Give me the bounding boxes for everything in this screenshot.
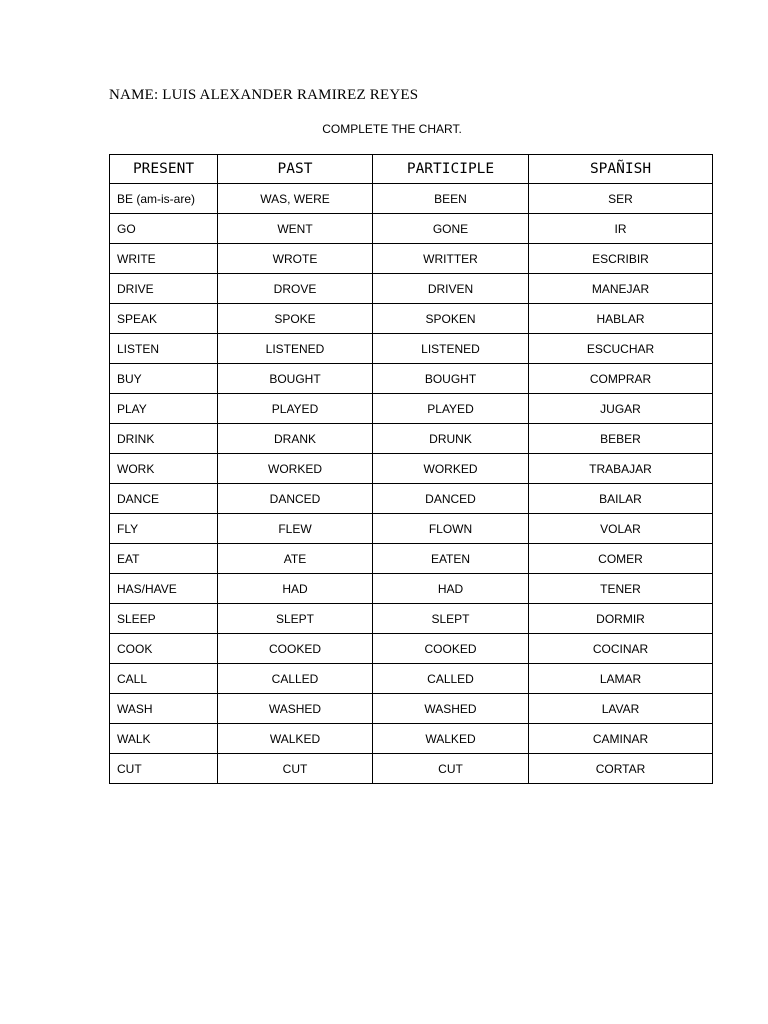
spanish-cell: ESCRIBIR [529, 244, 713, 274]
past-cell: SPOKE [218, 304, 373, 334]
past-cell: FLEW [218, 514, 373, 544]
present-cell: PLAY [110, 394, 218, 424]
spanish-cell: VOLAR [529, 514, 713, 544]
present-cell: SLEEP [110, 604, 218, 634]
verb-chart-body [110, 184, 713, 784]
past-cell: LISTENED [218, 334, 373, 364]
past-cell: SLEPT [218, 604, 373, 634]
participle-cell: HAD [373, 574, 529, 604]
spanish-cell: CAMINAR [529, 724, 713, 754]
present-cell: BUY [110, 364, 218, 394]
present-cell: CUT [110, 754, 218, 784]
table-row [110, 394, 713, 424]
spanish-cell: ESCUCHAR [529, 334, 713, 364]
past-cell: WASHED [218, 694, 373, 724]
table-row [110, 184, 713, 214]
participle-cell: WRITTER [373, 244, 529, 274]
past-cell: WORKED [218, 454, 373, 484]
past-cell: CALLED [218, 664, 373, 694]
participle-cell: WALKED [373, 724, 529, 754]
present-cell: WALK [110, 724, 218, 754]
participle-cell: COOKED [373, 634, 529, 664]
participle-cell: LISTENED [373, 334, 529, 364]
spanish-cell: COCINAR [529, 634, 713, 664]
spanish-cell: CORTAR [529, 754, 713, 784]
spanish-cell: DORMIR [529, 604, 713, 634]
present-cell: DRIVE [110, 274, 218, 304]
table-row [110, 634, 713, 664]
spanish-cell: COMER [529, 544, 713, 574]
verb-chart [109, 154, 713, 784]
table-row [110, 424, 713, 454]
past-cell: WALKED [218, 724, 373, 754]
spanish-cell: IR [529, 214, 713, 244]
table-row [110, 274, 713, 304]
participle-cell: CUT [373, 754, 529, 784]
table-row [110, 664, 713, 694]
participle-cell: EATEN [373, 544, 529, 574]
table-row [110, 724, 713, 754]
participle-cell: DANCED [373, 484, 529, 514]
present-cell: LISTEN [110, 334, 218, 364]
present-cell: WASH [110, 694, 218, 724]
present-cell: HAS/HAVE [110, 574, 218, 604]
instruction-text: COMPLETE THE CHART. [322, 122, 462, 136]
participle-cell: SPOKEN [373, 304, 529, 334]
spanish-cell: LAMAR [529, 664, 713, 694]
spanish-cell: LAVAR [529, 694, 713, 724]
past-cell: ATE [218, 544, 373, 574]
participle-cell: SLEPT [373, 604, 529, 634]
past-cell: WROTE [218, 244, 373, 274]
participle-cell: GONE [373, 214, 529, 244]
spanish-cell: BAILAR [529, 484, 713, 514]
participle-cell: CALLED [373, 664, 529, 694]
participle-cell: WASHED [373, 694, 529, 724]
table-row [110, 214, 713, 244]
present-cell: SPEAK [110, 304, 218, 334]
table-row [110, 604, 713, 634]
participle-cell: BEEN [373, 184, 529, 214]
present-cell: WORK [110, 454, 218, 484]
table-row [110, 364, 713, 394]
spanish-cell: SER [529, 184, 713, 214]
present-cell: EAT [110, 544, 218, 574]
header-row [110, 155, 713, 184]
present-cell: COOK [110, 634, 218, 664]
student-name: NAME: LUIS ALEXANDER RAMIREZ REYES [109, 87, 419, 103]
table-row [110, 484, 713, 514]
participle-cell: DRUNK [373, 424, 529, 454]
spanish-cell: TENER [529, 574, 713, 604]
table-row [110, 244, 713, 274]
participle-cell: WORKED [373, 454, 529, 484]
spanish-cell: MANEJAR [529, 274, 713, 304]
present-cell: FLY [110, 514, 218, 544]
table-row [110, 694, 713, 724]
present-cell: CALL [110, 664, 218, 694]
present-cell: DANCE [110, 484, 218, 514]
past-cell: HAD [218, 574, 373, 604]
past-cell: COOKED [218, 634, 373, 664]
table-row [110, 514, 713, 544]
header-present: PRESENT [110, 155, 218, 184]
table-row [110, 754, 713, 784]
present-cell: DRINK [110, 424, 218, 454]
past-cell: WENT [218, 214, 373, 244]
participle-cell: DRIVEN [373, 274, 529, 304]
header-participle: PARTICIPLE [373, 155, 529, 184]
present-cell: WRITE [110, 244, 218, 274]
table-row [110, 334, 713, 364]
spanish-cell: HABLAR [529, 304, 713, 334]
present-cell: BE (am-is-are) [110, 184, 218, 214]
spanish-cell: COMPRAR [529, 364, 713, 394]
table-row [110, 574, 713, 604]
table-row [110, 304, 713, 334]
spanish-cell: BEBER [529, 424, 713, 454]
header-spanish: SPAÑISH [529, 155, 713, 184]
past-cell: CUT [218, 754, 373, 784]
table-row [110, 544, 713, 574]
header-past: PAST [218, 155, 373, 184]
spanish-cell: TRABAJAR [529, 454, 713, 484]
past-cell: DANCED [218, 484, 373, 514]
past-cell: DROVE [218, 274, 373, 304]
past-cell: BOUGHT [218, 364, 373, 394]
spanish-cell: JUGAR [529, 394, 713, 424]
participle-cell: FLOWN [373, 514, 529, 544]
table-row [110, 454, 713, 484]
past-cell: PLAYED [218, 394, 373, 424]
participle-cell: PLAYED [373, 394, 529, 424]
verb-chart-header [110, 155, 713, 184]
past-cell: WAS, WERE [218, 184, 373, 214]
participle-cell: BOUGHT [373, 364, 529, 394]
present-cell: GO [110, 214, 218, 244]
past-cell: DRANK [218, 424, 373, 454]
